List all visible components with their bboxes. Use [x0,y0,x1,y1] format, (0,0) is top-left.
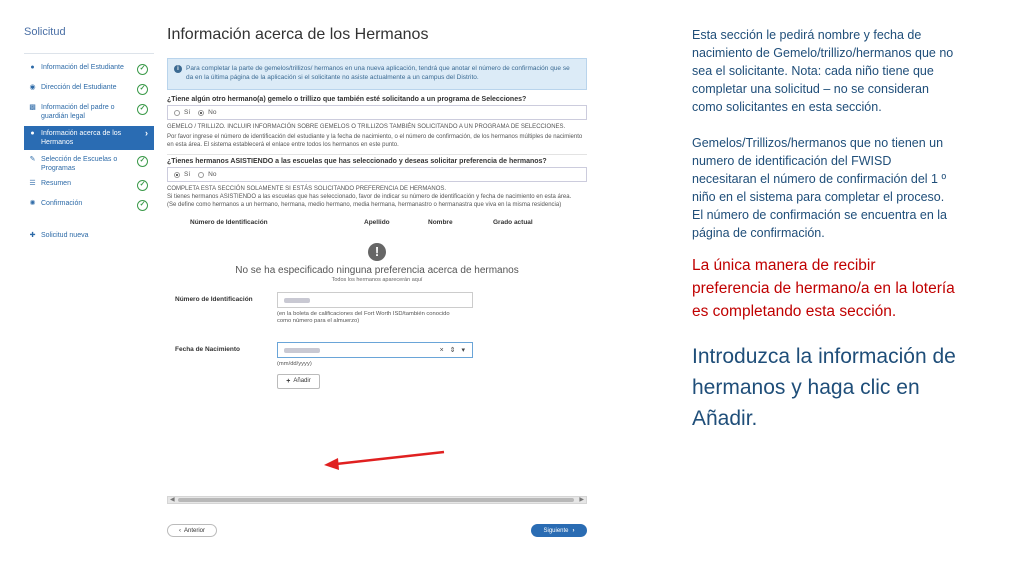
twins-no-option[interactable] [198,109,216,116]
siblings-yes-option[interactable] [174,171,190,178]
id-hint-row [167,308,587,332]
check-icon: ✓ [137,156,148,167]
sidebar-item-school-selection[interactable] [24,152,154,176]
sidebar-item-siblings[interactable] [24,126,154,150]
new-application-label: Solicitud nueva [41,232,89,239]
main-form [167,26,587,534]
map-pin-icon: ◉ [29,84,36,91]
gear-icon: ✺ [29,200,36,207]
next-button-label: Siguiente [543,527,569,534]
column-header: Grado actual [493,218,533,226]
sidebar-item-student-info[interactable] [24,60,154,80]
info-icon: i [174,65,182,73]
arrow-head [324,458,339,470]
id-field-row [167,292,587,308]
siblings-no-option[interactable] [198,171,216,178]
sidebar [24,26,154,248]
twins-note-1: GEMELO / TRILLIZO. INCLUIR INFORMACIÓN SOBRE GEMELOS O TRILLIZOS TAMBIÉN SOLICITANDO A UN PROGRAMA DE SELECCIONES. [167,124,566,130]
radio-label: No [208,171,217,179]
scrollbar-thumb[interactable] [178,498,574,502]
plus-icon: ✚ [29,232,36,239]
empty-state [167,243,587,283]
person-icon: ● [30,130,35,137]
siblings-note-3: (Se define como hermanos a un hermano, hermana, medio hermano, media hermana, hermanastro o hermanastra que viva en la misma residencia) [167,201,562,208]
list-icon: ☰ [29,180,36,187]
radio-icon[interactable] [174,110,180,116]
siblings-note-1: COMPLETA ESTA SECCIÓN SOLAMENTE SI ESTÁS SOLICITANDO PREFERENCIA DE HERMANOS. [167,186,447,193]
siblings-table-header [167,219,587,229]
dob-field-row [167,342,587,358]
plus-icon: + [286,377,291,385]
previous-button-label: Anterior [183,527,205,534]
column-header: Apellido [364,218,390,226]
note-instruction: Introduzca la información de hermanos y haga clic en Añadir. [692,345,956,430]
new-application-link[interactable] [24,228,154,248]
empty-state-subtitle: Todos los hermanos aparecerán aquí [331,276,423,283]
note-warning: La única manera de recibir preferencia de hermano/a en la lotería es completando esta sección. [692,257,955,320]
add-row [167,374,587,392]
id-field-hint: (en la boleta de calificaciones del Fort Worth ISD/también conocido como número para el almuerzo) [277,310,450,325]
add-button-label: Añadir [293,378,311,385]
horizontal-scrollbar[interactable] [167,496,587,504]
radio-label: Sí [184,171,191,179]
sidebar-item-label: Dirección del Estudiante [41,84,117,91]
scroll-left-icon[interactable]: ◀ [170,497,175,503]
sidebar-divider [24,53,154,54]
sidebar-item-confirmation[interactable] [24,196,154,216]
empty-state-title: No se ha especificado ninguna preferencia acerca de hermanos [235,264,519,276]
sidebar-item-label: Información acerca de los Hermanos [41,130,122,146]
radio-icon[interactable] [198,172,204,178]
chevron-right-icon: › [145,128,148,138]
check-icon: ✓ [137,104,148,115]
arrow-shaft [336,452,444,464]
id-input[interactable] [277,292,473,308]
sidebar-item-label: Resumen [41,180,71,187]
chevron-left-icon: ‹ [178,527,181,534]
check-icon: ✓ [137,200,148,211]
sidebar-item-label: Información del padre o guardián legal [41,104,115,120]
person-icon: ● [30,64,35,71]
red-arrow-annotation [320,450,450,472]
sidebar-item-label: Selección de Escuelas o Programas [41,156,118,172]
sidebar-title: Solicitud [24,26,66,38]
redacted-value [284,298,310,303]
date-picker-controls-icon[interactable]: × ⇕ ▾ [439,346,467,354]
dob-hint-row [167,358,587,374]
question-twins: ¿Tiene algún otro hermano(a) gemelo o trillizo que también esté solicitando a un programa de Selecciones? [167,96,527,103]
chevron-right-icon: › [572,527,575,534]
sidebar-item-summary[interactable] [24,176,154,196]
note-paragraph-1: Esta sección le pedirá nombre y fecha de nacimiento de Gemelo/trillizo/hermanos que no sea el solicitante. Nota: cada niño tiene que completar una solicitud – no se consideran como solicitantes en esta sección. [692,28,954,114]
info-alert [167,58,587,90]
check-icon: ✓ [137,64,148,75]
check-icon: ✓ [137,180,148,191]
radio-selected-icon[interactable] [198,110,204,116]
id-field-label: Número de Identificación [175,295,253,303]
siblings-note-2: Si tienes hermanos ASISTIENDO a las escuelas que has seleccionado, favor de indicar su número de identificación y fecha de nacimiento en esta área. [167,194,572,201]
info-text: Para completar la parte de gemelos/trillizos/ hermanos en una nueva aplicación, tendrá que anotar el número de confirmación que se da en la última página de la aplicación si el solicitante no asiste actualmente a un campus del Distrito. [186,65,570,81]
note-paragraph-2: Gemelos/Trillizos/hermanos que no tienen un numero de identificación del FWISD necesitaran el número de confirmación del 1 º niño en el sistema para completar el proceso. El número de confirmación se encuentra en la página de confirmación. [692,136,948,240]
siblings-radio-group [167,167,587,182]
page-title: Información acerca de los Hermanos [167,26,429,43]
redacted-value [284,348,320,353]
dob-field-label: Fecha de Nacimiento [175,345,241,353]
twins-radio-group [167,105,587,120]
dob-field-hint: (mm/dd/yyyy) [277,360,312,367]
column-header: Nombre [428,218,453,226]
question-siblings: ¿Tienes hermanos ASISTIENDO a las escuelas que has seleccionado y deseas solicitar preferencia de hermanos? [167,158,547,166]
people-icon: ▩ [29,104,36,111]
twins-note-2: Por favor ingrese el número de identificación del estudiante y la fecha de nacimiento, o el número de confirmación, de los hermanos múltiples de nacimiento en esta área. El sistema establecerá el enlace entre todos los hermanos en este punto. [167,133,583,148]
sidebar-item-guardian-info[interactable] [24,100,154,124]
annotation-panel [692,26,957,434]
dob-input[interactable] [277,342,473,358]
next-button[interactable] [531,524,587,537]
sidebar-item-label: Confirmación [41,200,83,207]
exclamation-icon: ! [368,243,386,261]
sidebar-item-student-address[interactable] [24,80,154,100]
radio-selected-icon[interactable] [174,172,180,178]
twins-yes-option[interactable] [174,109,190,116]
previous-button[interactable] [167,524,217,537]
radio-label: Sí [184,109,191,116]
column-header: Número de Identificación [190,218,268,226]
scroll-right-icon[interactable]: ▶ [579,497,584,503]
pencil-icon: ✎ [29,156,36,163]
radio-label: No [208,109,217,116]
divider [167,154,587,155]
sidebar-item-label: Información del Estudiante [41,64,124,71]
add-button[interactable] [277,374,320,389]
check-icon: ✓ [137,84,148,95]
